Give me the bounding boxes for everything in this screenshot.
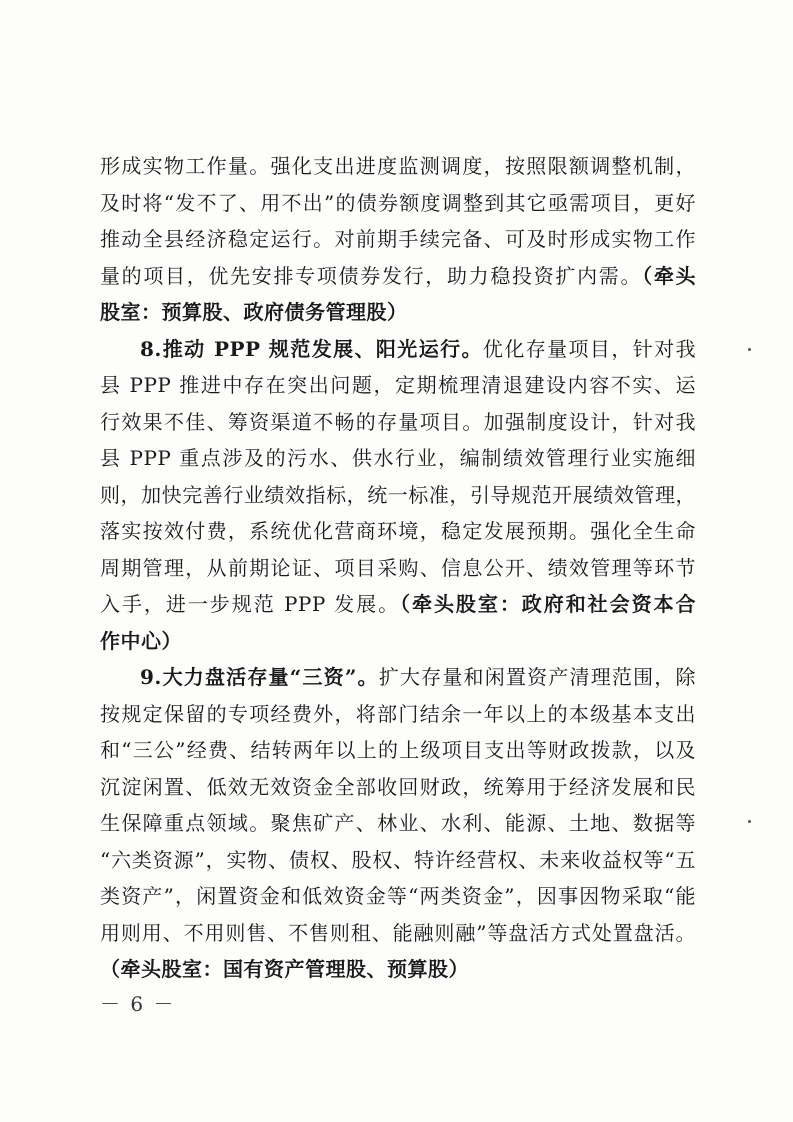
text-line xyxy=(100,623,696,660)
text-line xyxy=(100,696,696,733)
text-line xyxy=(100,148,696,185)
text-segment: 按规定保留的专项经费外，将部门结余一年以上的本级基本支出 xyxy=(100,701,696,726)
text-segment: 类资产”，闲置资金和低效资金等“两类资金”，因事因物采取“能 xyxy=(100,884,696,908)
text-segment: 县 PPP 重点涉及的污水、供水行业，编制绩效管理行业实施细 xyxy=(100,446,696,470)
scan-mark xyxy=(748,820,751,823)
text-line xyxy=(100,659,696,696)
text-line xyxy=(100,732,696,769)
text-segment: 形成实物工作量。强化支出进度监测调度，按照限额调整机制， xyxy=(100,154,696,178)
text-line xyxy=(100,805,696,842)
text-line xyxy=(100,294,696,331)
text-line xyxy=(100,185,696,222)
text-line xyxy=(100,878,696,915)
text-line xyxy=(100,586,696,623)
text-segment: 及时将“发不了、用不出”的债券额度调整到其它亟需项目，更好 xyxy=(100,190,696,215)
bold-text-segment: 作中心） xyxy=(100,628,182,653)
text-line xyxy=(100,477,696,514)
text-segment: 行效果不佳、筹资渠道不畅的存量项目。加强制度设计，针对我 xyxy=(100,409,696,434)
body-text xyxy=(100,148,696,988)
text-segment: 县 PPP 推进中存在突出问题，定期梳理清退建设内容不实、运 xyxy=(100,373,696,397)
bold-text-segment: 股室：预算股、政府债务管理股） xyxy=(100,300,408,324)
text-line xyxy=(100,440,696,477)
text-line xyxy=(100,842,696,879)
bold-text-segment: （牵头 xyxy=(642,263,696,288)
text-segment: 生保障重点领域。聚焦矿产、林业、水利、能源、土地、数据等 xyxy=(100,811,696,835)
text-line xyxy=(100,915,696,952)
text-line xyxy=(100,769,696,806)
text-line xyxy=(100,550,696,587)
bold-text-segment: 9.大力盘活存量“三资”。 xyxy=(140,665,379,689)
text-segment: “六类资源”，实物、债权、股权、特许经营权、未来收益权等“五 xyxy=(100,847,696,872)
text-segment: 落实按效付费，系统优化营商环境，稳定发展预期。强化全生命 xyxy=(100,519,696,543)
text-segment: 和“三公”经费、结转两年以上的上级项目支出等财政拨款，以及 xyxy=(100,738,696,762)
text-segment: 沉淀闲置、低效无效资金全部收回财政，统筹用于经济发展和民 xyxy=(100,774,696,799)
text-segment: 量的项目，优先安排专项债券发行，助力稳投资扩内需。 xyxy=(100,263,643,288)
text-line xyxy=(100,367,696,404)
page-number: － 6 － xyxy=(100,992,176,1016)
bold-text-segment: （牵头股室：政府和社会资本合 xyxy=(400,592,696,616)
text-line xyxy=(100,221,696,258)
text-segment: 优化存量项目，针对我 xyxy=(482,336,696,361)
text-segment: 用则用、不用则售、不售则租、能融则融”等盘活方式处置盘活。 xyxy=(100,920,696,945)
text-segment: 周期管理，从前期论证、项目采购、信息公开、绩效管理等环节 xyxy=(100,555,696,580)
scan-mark xyxy=(748,348,751,351)
text-segment: 入手，进一步规范 PPP 发展。 xyxy=(100,592,401,616)
text-line xyxy=(100,513,696,550)
text-line xyxy=(100,404,696,441)
bold-text-segment: 8.推动 PPP 规范发展、阳光运行。 xyxy=(140,336,483,361)
text-line xyxy=(100,258,696,295)
text-line xyxy=(100,331,696,368)
bold-text-segment: （牵头股室：国有资产管理股、预算股） xyxy=(100,957,469,981)
text-segment: 则，加快完善行业绩效指标，统一标准，引导规范开展绩效管理， xyxy=(100,482,696,507)
text-segment: 推动全县经济稳定运行。对前期手续完备、可及时形成实物工作 xyxy=(100,227,696,251)
text-line xyxy=(100,951,696,988)
text-segment: 扩大存量和闲置资产清理范围，除 xyxy=(378,665,696,689)
